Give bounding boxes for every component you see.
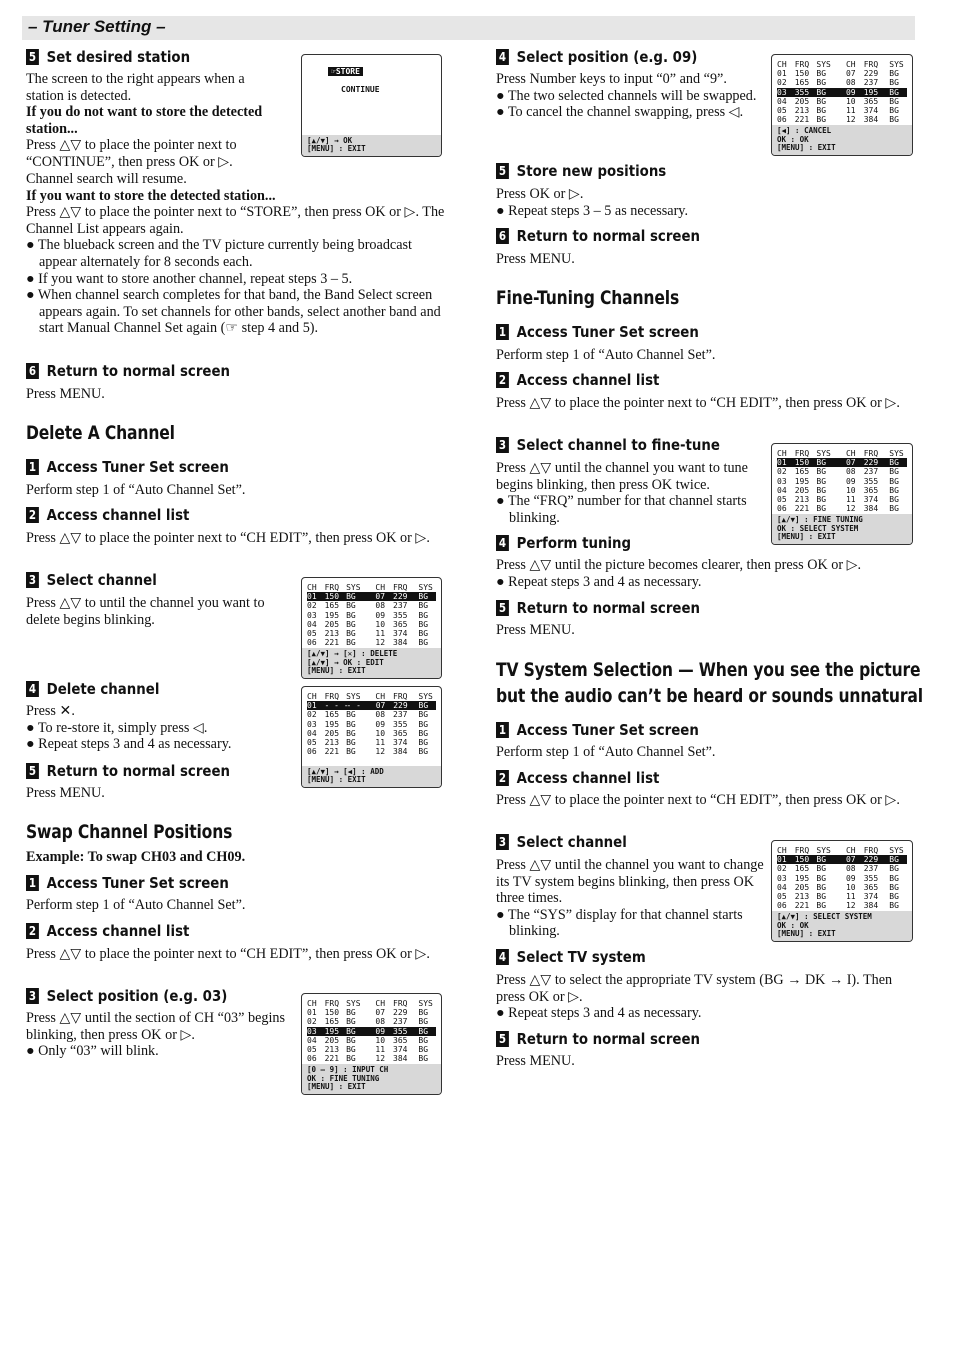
channel-row: 03 195 BG 09 355 BG (777, 476, 899, 486)
swap-select-03-screen (301, 993, 442, 1095)
tv-step-2-text: Press △▽ to place the pointer next to “CH EDIT”, then press OK or ▷. (496, 792, 900, 808)
tv-step-1-text: Perform step 1 of “Auto Channel Set”. (496, 744, 716, 760)
tv-system-screen (771, 840, 913, 942)
screen-footer: [▲/▼] : SELECT SYSTEM OK : OK [MENU] : EXIT (772, 911, 912, 941)
channel-row: 05 213 BG 11 374 BG (307, 738, 429, 748)
store-screen (301, 54, 442, 157)
section-tv-system-line2: but the audio can’t be heard or sounds unnatural (496, 685, 923, 707)
channel-row: 06 221 BG 12 384 BG (777, 504, 899, 514)
set-station-text-2: Channel search will resume. If you want to store the detected station... Press △▽ to place the pointer next to “STORE”, then press OK or ▷. The Channel List appears again. ● The blueback screen and the TV picture currently being broadcast appear alternately for 8 seconds each. ● If you want to store another channel, repeat steps 3 – 5. ● When channel search completes for that band, the Band Select screen appears again. To set channels for other bands, select another band and start Manual Channel Set again (☞ step 4 and 5). (26, 171, 445, 337)
channel-row: 02 165 BG 08 237 BG (307, 710, 429, 720)
channel-row: 02 165 BG 08 237 BG (777, 78, 899, 88)
swap-step-3: 3 Select position (e.g. 03) (26, 987, 227, 1005)
swap-step-2: 2 Access channel list (26, 922, 189, 940)
delete-step-2: 2 Access channel list (26, 506, 189, 524)
channel-row: 03 355 BG 09 195 BG (777, 88, 907, 97)
fine-step-5-text: Press MENU. (496, 622, 575, 638)
screen-footer: [▲/▼] : FINE TUNING OK : SELECT SYSTEM [MENU] : EXIT (772, 514, 912, 544)
fine-step-3: 3 Select channel to fine-tune (496, 436, 720, 454)
swap-step-4-text: Press Number keys to input “0” and “9”. ● The two selected channels will be swapped. ● To cancel the channel swapping, press ◁. (496, 71, 757, 121)
fine-step-4: 4 Perform tuning (496, 534, 631, 552)
channel-row: 04 205 BG 10 365 BG (777, 485, 899, 495)
return-text: Press MENU. (26, 386, 105, 402)
swap-step-3-text: Press △▽ until the section of CH “03” begins blinking, then press OK or ▷. ● Only “03” will blink. (26, 1010, 286, 1060)
channel-row: 01 150 BG 07 229 BG (307, 1008, 429, 1018)
channel-row: 04 205 BG 10 365 BG (307, 1035, 429, 1045)
delete-step-2-text: Press △▽ to place the pointer next to “CH EDIT”, then press OK or ▷. (26, 530, 430, 546)
swap-select-09-screen (771, 54, 913, 156)
store-option: ☞STORE (328, 67, 363, 76)
channel-row: 02 165 BG 08 237 BG (777, 864, 899, 874)
tv-step-3: 3 Select channel (496, 833, 627, 851)
delete-step-5-text: Press MENU. (26, 785, 105, 801)
screen-footer: [▲/▼] → [✕] : DELETE [▲/▼] → OK : EDIT [MENU] : EXIT (302, 648, 441, 678)
channel-row: 03 195 BG 09 355 BG (307, 1027, 436, 1036)
channel-list-header: CH FRQ SYS CH FRQ SYS (307, 692, 433, 701)
channel-row: 06 221 BG 12 384 BG (307, 747, 429, 757)
continue-option: CONTINUE (341, 85, 380, 94)
fine-tuning-screen (771, 443, 913, 545)
page-header (22, 16, 915, 40)
section-delete-channel: Delete A Channel (26, 422, 175, 444)
tv-step-5-text: Press MENU. (496, 1053, 575, 1069)
fine-step-1-text: Perform step 1 of “Auto Channel Set”. (496, 347, 716, 363)
channel-row: 05 213 BG 11 374 BG (777, 495, 899, 505)
screen-footer: [▲/▼] → [◀] : ADD [MENU] : EXIT (302, 766, 441, 787)
set-station-text: The screen to the right appears when a station is detected. If you do not want to store the detected station... Press △▽ to place the pointer next to “CONTINUE”, then press OK or ▷. (26, 71, 263, 170)
screen-footer: [0 – 9] : INPUT CH OK : FINE TUNING [MENU] : EXIT (302, 1064, 441, 1094)
channel-row: 02 165 BG 08 237 BG (307, 1017, 429, 1027)
channel-row: 06 221 BG 12 384 BG (777, 901, 899, 911)
channel-row: 01 - - - - - 07 229 BG (307, 701, 436, 710)
fine-step-3-text: Press △▽ until the channel you want to tune begins blinking, then press OK twice. ● The “FRQ” number for that channel starts blinking. (496, 460, 748, 526)
channel-row: 03 195 BG 09 355 BG (307, 719, 429, 729)
fine-step-2: 2 Access channel list (496, 371, 659, 389)
swap-step-6: 6 Return to normal screen (496, 227, 700, 245)
channel-row: 04 205 BG 10 365 BG (777, 96, 899, 106)
delete-step-1-text: Perform step 1 of “Auto Channel Set”. (26, 482, 246, 498)
step-set-desired-station: 5 Set desired station (26, 48, 190, 66)
delete-step-4: 4 Delete channel (26, 680, 159, 698)
channel-row: 02 165 BG 08 237 BG (307, 601, 429, 611)
channel-row: 06 221 BG 12 384 BG (307, 638, 429, 648)
swap-step-5: 5 Store new positions (496, 162, 666, 180)
fine-step-2-text: Press △▽ to place the pointer next to “CH EDIT”, then press OK or ▷. (496, 395, 900, 411)
tv-step-4-text: Press △▽ to select the appropriate TV system (BG → DK → I). Then press OK or ▷. ● Repeat steps 3 and 4 as necessary. (496, 972, 893, 1022)
section-fine-tuning: Fine-Tuning Channels (496, 287, 680, 309)
channel-row: 01 150 BG 07 229 BG (777, 458, 907, 467)
channel-list-header: CH FRQ SYS CH FRQ SYS (307, 583, 433, 592)
delete-step-5: 5 Return to normal screen (26, 762, 230, 780)
fine-step-1: 1 Access Tuner Set screen (496, 323, 699, 341)
fine-step-4-text: Press △▽ until the picture becomes clearer, then press OK or ▷. ● Repeat steps 3 and 4 as necessary. (496, 557, 862, 590)
screen-footer: [◀] : CANCEL OK : OK [MENU] : EXIT (772, 125, 912, 155)
delete-channel-list-screen (301, 577, 442, 679)
channel-row: 05 213 BG 11 374 BG (777, 106, 899, 116)
swap-step-5-text: Press OK or ▷. ● Repeat steps 3 – 5 as necessary. (496, 186, 689, 219)
channel-row: 04 205 BG 10 365 BG (307, 728, 429, 738)
tv-step-1: 1 Access Tuner Set screen (496, 721, 699, 739)
channel-row: 04 205 BG 10 365 BG (307, 619, 429, 629)
swap-step-6-text: Press MENU. (496, 251, 575, 267)
channel-row: 06 221 BG 12 384 BG (307, 1054, 429, 1064)
channel-list-header: CH FRQ SYS CH FRQ SYS (777, 60, 904, 69)
channel-list-header: CH FRQ SYS CH FRQ SYS (777, 846, 904, 855)
swap-step-1-text: Perform step 1 of “Auto Channel Set”. (26, 897, 246, 913)
delete-step-1: 1 Access Tuner Set screen (26, 458, 229, 476)
channel-row: 06 221 BG 12 384 BG (777, 115, 899, 125)
swap-step-1: 1 Access Tuner Set screen (26, 874, 229, 892)
delete-step-3: 3 Select channel (26, 571, 157, 589)
channel-row: 01 150 BG 07 229 BG (307, 592, 436, 601)
delete-step-3-text: Press △▽ to until the channel you want to delete begins blinking. (26, 595, 265, 628)
fine-step-5: 5 Return to normal screen (496, 599, 700, 617)
delete-step-4-text: Press ✕. ● To re-store it, simply press ◁. ● Repeat steps 3 and 4 as necessary. (26, 703, 232, 753)
tv-step-2: 2 Access channel list (496, 769, 659, 787)
channel-row: 04 205 BG 10 365 BG (777, 882, 899, 892)
tv-step-5: 5 Return to normal screen (496, 1030, 700, 1048)
channel-row: 01 150 BG 07 229 BG (777, 855, 907, 864)
channel-row: 02 165 BG 08 237 BG (777, 467, 899, 477)
channel-row: 05 213 BG 11 374 BG (777, 892, 899, 902)
deleted-channel-list-screen (301, 686, 442, 788)
channel-row: 03 195 BG 09 355 BG (307, 610, 429, 620)
swap-step-4: 4 Select position (e.g. 09) (496, 48, 697, 66)
section-swap-channel: Swap Channel Positions (26, 821, 233, 843)
step-return-normal: 6 Return to normal screen (26, 362, 230, 380)
tv-step-4: 4 Select TV system (496, 948, 646, 966)
swap-example: Example: To swap CH03 and CH09. (26, 849, 246, 865)
store-screen-footer: [▲/▼] → OK [MENU] : EXIT (302, 135, 441, 156)
channel-list-header: CH FRQ SYS CH FRQ SYS (307, 999, 433, 1008)
page-title: – Tuner Setting – (28, 17, 166, 36)
channel-row: 01 150 BG 07 229 BG (777, 69, 899, 79)
tv-step-3-text: Press △▽ until the channel you want to change its TV system begins blinking, then press OK three times. ● The “SYS” display for that channel starts blinking. (496, 857, 764, 940)
channel-row: 05 213 BG 11 374 BG (307, 629, 429, 639)
channel-row: 05 213 BG 11 374 BG (307, 1045, 429, 1055)
channel-row: 03 195 BG 09 355 BG (777, 873, 899, 883)
section-tv-system-line1: TV System Selection — When you see the picture (496, 659, 921, 681)
swap-step-2-text: Press △▽ to place the pointer next to “CH EDIT”, then press OK or ▷. (26, 946, 430, 962)
channel-list-header: CH FRQ SYS CH FRQ SYS (777, 449, 904, 458)
